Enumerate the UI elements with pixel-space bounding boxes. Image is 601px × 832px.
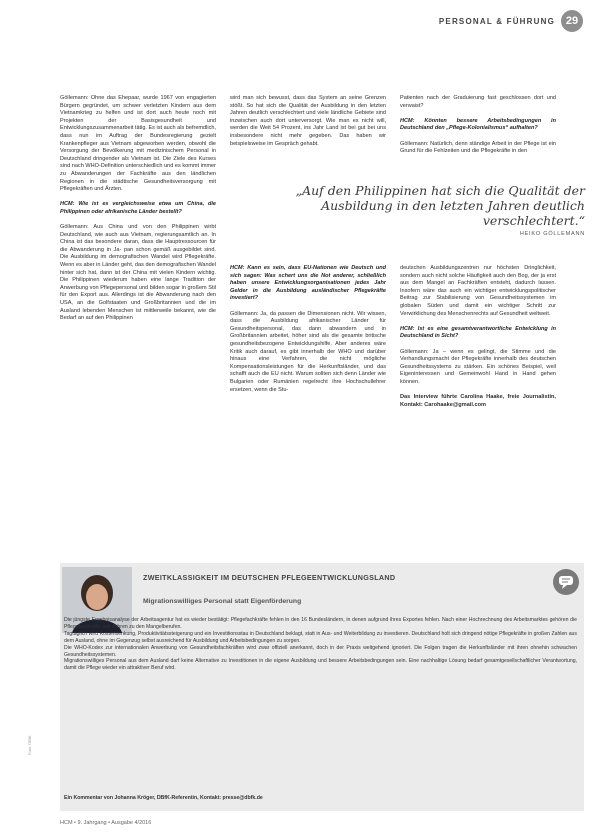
article-column-2-lower (230, 265, 386, 555)
interview-question: HCM: Ist es eine gesamtverantwortliche Entwicklung in Deutschland in Sicht? (400, 325, 556, 340)
interview-credit: Das Interview führte Carolina Haake, freie Journalistin, Kontakt: Carohaake@gmail.com (400, 394, 556, 408)
box-title: ZWEITKLASSIGKEIT IM DEUTSCHEN PFLEGEENTWICKLUNGSLAND (143, 573, 396, 582)
paragraph: deutschen Ausbildungszentren nur höchsten Dringlichkeit, sondern auch nicht solche Häufigkeit auch den Bog, der ja erst aus dem Mangel an Fachkräften entsteht, dadurch lassen. Insofern wäre das auch ein wichtiger entwicklungspolitischer Beitrag zur Stabilisierung von Gesundheitssystemen im globalen Süden und damit ein wichtiger Schritt zur Verwirklichung des Menschenrechts auf Gesundheit weltweit. (400, 265, 556, 317)
box-body (64, 617, 577, 672)
article-column-2-upper (230, 95, 386, 175)
box-paragraph: Die jüngste Ergebnisanalyse der Arbeitsagentur hat es wieder bestätigt: Pflegefachkräfte fehlen in den 16 Bundesländern, in denen aufgrund ihres Exportes fehlen. Nach einer Hochrechnung des Arbeitsmarktes gehören die Pflegefachkräfte seit Jahren zu den Mangelberufen. (64, 617, 577, 630)
paragraph: Göllemann: Aus China und von den Philippinen wirbt Deutschland, wie auch aus Vietnam, regierungsamtlich an. In China ist das besondere daran, dass die Hauptressourcen für die Abwanderung in Ja- pan schon gemäß ausgebildet sind. Die Ausbildung im demografischen Wandel wird Pflegekräfte. Wenn es aber in Länder geht, das den demografischen Wandel hinter sich hat, dann ist der China mit vielen Kindern wichtig. Die Philippinen wiederum haben eine lange Tradition der Anwerbung von Pflegepersonal und bilden sogar in großem Stil für den Export aus. Allerdings ist die Abwanderung nach den USA, an die Golfstaaten und Großbritannien und die im Ausland lebenden Menschen ist mittlerweile bekannt, wie die Bedarf an auf den Philippinen (60, 224, 216, 322)
paragraph: Göllemann: Natürlich, denn ständige Arbeit in der Pflege ist ein Grund für die Fehlzeiten und die Pflegekräfte in den (400, 140, 556, 155)
box-paragraph: Tagtäglich wird Kostensenkung, Produktivitätssteigerung und ein Investitionsstau in Deutschland beklagt, statt in Aus- und Weiterbildung zu investieren. Deutschland holt sich dringend nötige Pflegekräfte in großen Zahlen aus dem Ausland, ohne im Gegenzug selbst ausreichend für Ausbildung und Arbeitsbedingungen zu sorgen. (64, 630, 577, 644)
article-column-1 (60, 95, 216, 555)
box-footer: Ein Kommentar von Johanna Kröger, DBfK-Referentin, Kontakt: presse@dbfk.de (64, 795, 263, 801)
paragraph: Göllemann: Ja – wenn es gelingt, die Stimme und die Verhandlungsmacht der Pflegekräfte innerhalb des deutschen Gesundheitssystems zu stärken. Ein schönes Beispiel, weil Eigeninteressen und Gemeinwohl Hand in Hand gehen können. (400, 348, 556, 385)
interview-question: HCM: Könnten bessere Arbeitsbedingungen in Deutschland den „Pflege-Kolonialismus“ aufhalten? (400, 117, 556, 132)
page-footer: HCM • 9. Jahrgang • Ausgabe 4/2016 (60, 820, 152, 826)
paragraph: Göllemann: Ja, da passen die Dimensionen nicht. Wir wissen, dass die Ausbildung afrikanischer Länder für Gesundheitspersonal, das dann abwandern und in Großbritannien arbeitet, höher sind als die gesamte britische gesundheitsbezogene Entwicklungshilfe. Aber anderes wäre Kritik auch darauf, es gibt innerhalb der WHO und darüber hinaus eine Verfahren, die nicht mögliche Kompensationsleistungen für die Herkunftsländer, und das schafft auch die EU nicht. Warum sollten sich denn Länder wie Bulgarien oder Rumänien regelrecht ihre Hochschullehrer ersetzen, wenn die Stu- (230, 310, 386, 393)
box-paragraph: Migrationswilliges Personal aus dem Ausland darf keine Alternative zu Investitionen in die eigene Ausbildung und bessere Arbeitsbedingungen sein. Eine nachhaltige Lösung bedarf gesamtgesellschaftlicher Verantwortung, damit die Pflege wieder ein attraktiver Beruf wird. (64, 658, 577, 672)
interview-question: HCM: Kann es sein, dass EU-Nationen wie Deutsch und sich sagen: Was schert uns die Not anderer, schließlich haben unsere Entwicklungsorganisationen jedes Jahr Gelder in die Ausbildung ausländischer Pflegekräfte investiert? (230, 265, 386, 302)
interview-question: HCM: Wie ist es vergleichsweise etwa um China, die Philippinen oder afrikanische Länder bestellt? (60, 201, 216, 215)
page-header (439, 10, 583, 32)
pull-quote-author: HEIKO GÖLLEMANN (519, 231, 585, 237)
article-column-3-upper (400, 95, 556, 175)
info-box (60, 563, 584, 811)
paragraph: wird man sich bewusst, dass das System an seine Grenzen stößt. So hat sich die Qualität der Ausbildung in den letzten Jahren deutlich verschlechtert und viele ländliche Gebiete sind inzwischen auch dort unterversorgt. Wie man es nicht will, werden die Weit 54 Prozent, ins Jahr Land ist bei gut bei uns insbesondere nicht mehr gegeben. Das haben wir beispielsweise im Gespräch gehabt. (230, 95, 386, 147)
page-number-badge: 29 (561, 10, 583, 32)
section-label: PERSONAL & FÜHRUNG (438, 16, 555, 26)
speech-bubble-icon (552, 568, 580, 596)
article-column-3-lower (400, 265, 556, 555)
box-paragraph: Die WHO-Kodex zur internationalen Anwerbung von Gesundheitsfachkräften wird zwar offiziell anerkannt, doch in der Praxis weitgehend ignoriert. Die Folgen tragen die Herkunftsländer mit ihren ohnehin schwachen Gesundheitssystemen. (64, 644, 577, 658)
box-subtitle: Migrationswilliges Personal statt Eigenförderung (143, 598, 302, 605)
pull-quote (280, 183, 585, 237)
photo-credit: Foto: DBfK (27, 735, 32, 755)
paragraph: Patienten nach der Graduierung fast geschlossen dort und verwaist? (400, 95, 556, 109)
pull-quote-text: „Auf den Philippinen hat sich die Qualität der Ausbildung in den letzten Jahren deutlich verschlechtert.“ (295, 183, 585, 228)
paragraph: Göllemann: Ohne das Ehepaar, wurde 1967 von engagierten Bürgern gegründet, um schwer verletzten Kindern aus dem Vietnamkrieg zu helfen und ist dort auch heute noch mit Projekten der Basisgesundheit und Entwicklungszusammenarbeit tätig. Es ist auch als befremdlich, dass nun im Auftrag der Bundesregierung gezielt Krankenpfleger aus Vietnam abgeworben werden, obwohl die Versorgung der Bevölkerung mit medizinischem Personal in Deutschland dringender als Vietnam ist. Die Ziele des Kurses sind nach WHO-Definition unterschiedlich und es kommt immer zu Abwanderungen der Fachkräfte aus den ländlichen Regionen in die städtische Gesundheitsversorgung mit Pflegekräften und Ärzten. (60, 95, 216, 193)
